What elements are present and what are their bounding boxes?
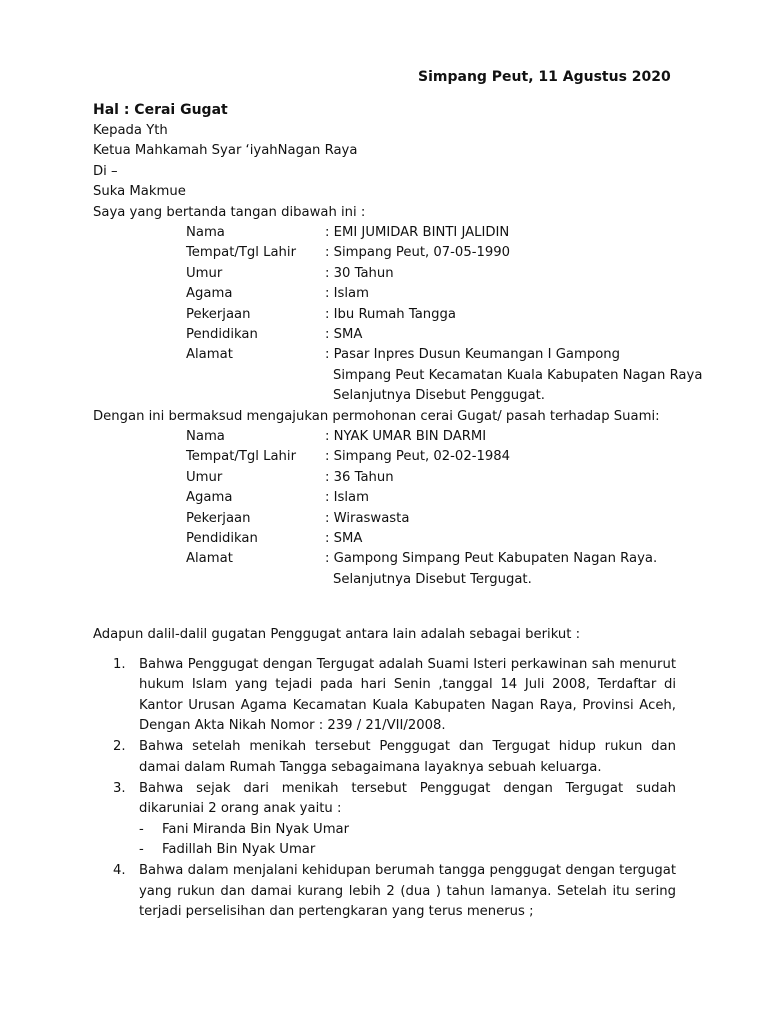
list-item <box>113 655 676 737</box>
field-value: : SMA <box>325 530 363 546</box>
child-name: Fani Miranda Bin Nyak Umar <box>162 821 350 837</box>
field-label: Tempat/Tgl Lahir <box>186 449 296 465</box>
defendant-identity <box>93 427 693 590</box>
address-line: Selanjutnya Disebut Tergugat. <box>333 571 532 587</box>
field-value: : NYAK UMAR BIN DARMI <box>325 429 487 444</box>
field-label: Umur <box>186 265 223 281</box>
identity-row <box>93 305 693 325</box>
field-label: Pekerjaan <box>186 510 251 526</box>
item-text: Bahwa Penggugat dengan Tergugat adalah Suami Isteri perkawinan sah menurut hukum Islam yang tejadi pada hari Senin ,tanggal 14 Juli 2008, Terdaftar di Kantor Urusan Agama Kecamatan Kuala Kabupaten Nagan Raya, Provinsi Aceh, Dengan Akta Nikah Nomor : 239 / 21/VII/2008. <box>139 657 676 734</box>
field-value: : Wiraswasta <box>325 510 410 526</box>
recipient-block <box>93 121 693 223</box>
child-name: Fadillah Bin Nyak Umar <box>162 842 316 858</box>
field-label: Nama <box>186 429 225 444</box>
place-date: Simpang Peut, 11 Agustus 2020 <box>418 69 671 85</box>
item-number: 2. <box>113 739 126 755</box>
grounds-intro: Adapun dalil-dalil gugatan Penggugat antara lain adalah sebagai berikut : <box>93 627 581 642</box>
item-text: Bahwa dalam menjalani kehidupan berumah tangga penggugat dengan tergugat yang rukun dan damai kurang lebih 2 (dua ) tahun lamanya. Setelah itu sering terjadi perselisihan dan pertengkaran yang terus menerus ; <box>139 863 676 920</box>
item-text: Bahwa sejak dari menikah tersebut Penggugat dengan Tergugat sudah dikaruniai 2 orang anak yaitu : <box>139 781 676 817</box>
plaintiff-identity <box>93 223 703 407</box>
field-label: Agama <box>186 286 233 302</box>
address-continuation <box>93 386 693 406</box>
field-label: Pendidikan <box>186 326 258 342</box>
field-value: : Simpang Peut, 02-02-1984 <box>325 449 511 465</box>
dash-bullet: - <box>139 842 144 858</box>
field-value: : 30 Tahun <box>325 265 394 281</box>
identity-row <box>93 509 693 529</box>
item-number: 4. <box>113 863 126 879</box>
item-text: Bahwa setelah menikah tersebut Penggugat dan Tergugat hidup rukun dan damai dalam Rumah Tangga sebagaimana layaknya sebuah keluarga. <box>139 739 676 775</box>
grounds-list <box>113 655 676 923</box>
address-continuation <box>93 570 693 590</box>
field-value: : Simpang Peut, 07-05-1990 <box>325 245 511 261</box>
defendant-intro: Dengan ini bermaksud mengajukan permohonan cerai Gugat/ pasah terhadap Suami: <box>93 409 660 424</box>
field-label: Agama <box>186 490 233 506</box>
field-value: : Islam <box>325 490 369 506</box>
identity-row <box>93 488 693 508</box>
field-value: : SMA <box>325 326 363 342</box>
item-number: 1. <box>113 657 126 672</box>
list-item <box>113 737 676 778</box>
identity-row <box>93 325 693 345</box>
field-label: Pendidikan <box>186 530 258 546</box>
dash-bullet: - <box>139 821 144 837</box>
identity-row <box>93 243 693 263</box>
field-label: Nama <box>186 225 225 240</box>
address-continuation <box>93 366 703 386</box>
field-value: : Ibu Rumah Tangga <box>325 306 456 322</box>
field-label: Umur <box>186 469 223 485</box>
identity-row <box>93 345 693 365</box>
field-value: : Gampong Simpang Peut Kabupaten Nagan Raya. <box>325 551 658 567</box>
child-item <box>139 840 676 860</box>
field-value: : 36 Tahun <box>325 469 394 485</box>
field-label: Alamat <box>186 347 233 363</box>
opening-line: Saya yang bertanda tangan dibawah ini : <box>93 204 366 220</box>
identity-row <box>93 223 693 243</box>
recipient-line: Ketua Mahkamah Syar ‘iyahNagan Raya <box>93 143 358 159</box>
letter-subject: Hal : Cerai Gugat <box>93 102 228 118</box>
field-value: : Islam <box>325 286 369 302</box>
address-line: Selanjutnya Disebut Penggugat. <box>333 388 545 404</box>
child-item <box>139 820 676 840</box>
identity-row <box>93 549 693 569</box>
identity-row <box>93 447 693 467</box>
identity-row <box>93 284 693 304</box>
item-number: 3. <box>113 781 126 797</box>
recipient-line: Di – <box>93 163 118 179</box>
children-list <box>139 820 676 861</box>
identity-row <box>93 529 693 549</box>
list-item <box>113 861 676 922</box>
list-item <box>113 779 676 861</box>
identity-row <box>93 427 693 447</box>
field-value: : Pasar Inpres Dusun Keumangan I Gampong <box>325 347 621 363</box>
identity-row <box>93 264 693 284</box>
identity-row <box>93 468 693 488</box>
address-line: Simpang Peut Kecamatan Kuala Kabupaten Nagan Raya <box>333 367 703 383</box>
recipient-line: Kepada Yth <box>93 123 168 138</box>
field-label: Pekerjaan <box>186 306 251 322</box>
field-value: : EMI JUMIDAR BINTI JALIDIN <box>325 225 510 240</box>
recipient-line: Suka Makmue <box>93 184 186 200</box>
field-label: Tempat/Tgl Lahir <box>186 245 296 261</box>
field-label: Alamat <box>186 551 233 567</box>
